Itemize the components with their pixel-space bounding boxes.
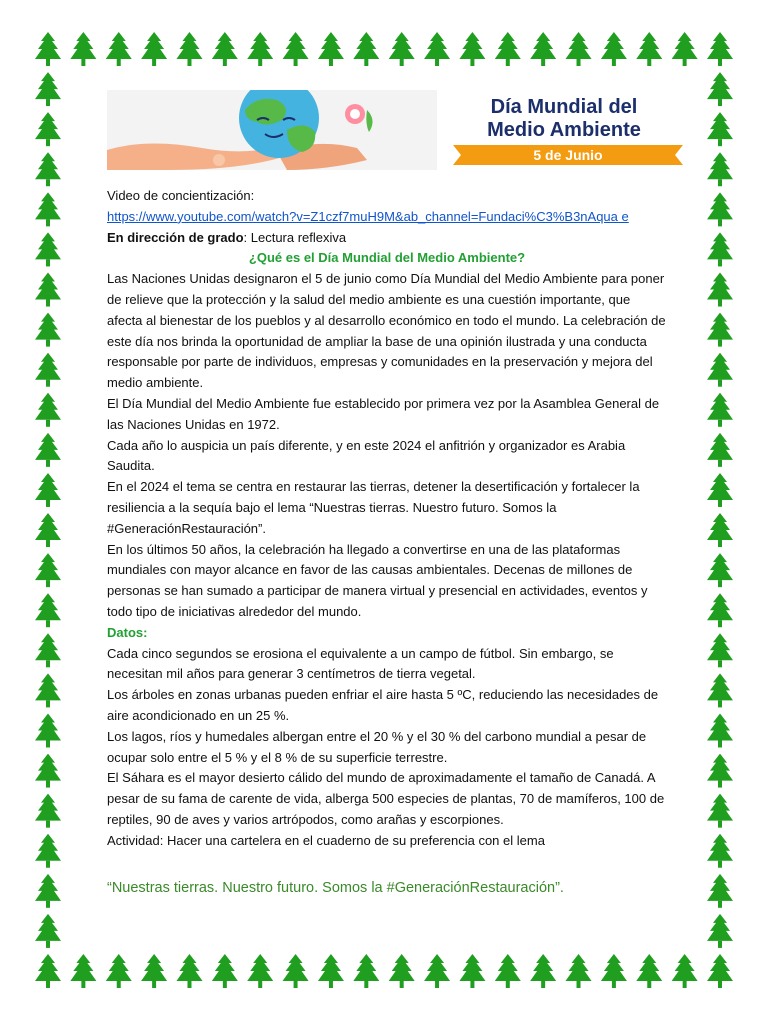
dato-item: Cada cinco segundos se erosiona el equivalente a un campo de fútbol. Sin embargo, se necesitan mil años para generar 3 centímetros de tierra vegetal. [107, 645, 614, 682]
tree-icon [566, 954, 592, 988]
tree-icon [141, 32, 167, 66]
tree-icon [707, 754, 733, 788]
tree-icon [35, 393, 61, 427]
tree-icon [424, 954, 450, 988]
tree-icon [212, 32, 238, 66]
direction-label: En dirección de grado [107, 229, 244, 245]
tree-icon [389, 32, 415, 66]
tree-icon [566, 32, 592, 66]
video-label: Video de concientización: [107, 188, 255, 203]
tree-icon [141, 954, 167, 988]
tree-icon [35, 152, 61, 186]
tree-icon [35, 593, 61, 627]
tree-icon [707, 914, 733, 948]
datos-label: Datos: [107, 624, 148, 640]
tree-icon [247, 32, 273, 66]
tree-icon [707, 954, 733, 988]
tree-icon [35, 754, 61, 788]
tree-icon [35, 834, 61, 868]
tree-icon [707, 72, 733, 106]
paragraph: Cada año lo auspicia un país diferente, y en este 2024 el anfitrión y organizador es Arabia Saudita. [107, 437, 626, 474]
tree-icon [35, 553, 61, 587]
tree-icon [70, 32, 96, 66]
tree-icon [35, 353, 61, 387]
tree-icon [707, 32, 733, 66]
banner-title: Día Mundial del Medio Ambiente [487, 96, 641, 141]
tree-icon [35, 433, 61, 467]
tree-icon [707, 834, 733, 868]
document-body [107, 186, 667, 852]
tree-icon [636, 32, 662, 66]
tree-icon [707, 713, 733, 747]
tree-icon [530, 32, 556, 66]
tree-icon [176, 32, 202, 66]
dato-item: El Sáhara es el mayor desierto cálido del mundo de aproximadamente el tamaño de Canadá. A pesar de su fama de carente de vida, alberga 500 especies de plantas, 70 de mamíferos, 100 de reptiles, 90 de aves y varios artrópodos, como arañas y escorpiones. [107, 770, 665, 827]
tree-icon [601, 32, 627, 66]
tree-icon [707, 433, 733, 467]
motto-text: “Nuestras tierras. Nuestro futuro. Somos la #GeneraciónRestauración”. [107, 880, 564, 896]
tree-icon [283, 32, 309, 66]
dato-item: Los árboles en zonas urbanas pueden enfriar el aire hasta 5 ºC, reduciendo las necesidades de aire acondicionado en un 25 %. [107, 687, 659, 723]
tree-icon [35, 954, 61, 988]
tree-icon [530, 954, 556, 988]
paragraph: El Día Mundial del Medio Ambiente fue establecido por primera vez por la Asamblea General de las Naciones Unidas en 1972. [107, 395, 660, 432]
tree-icon [35, 72, 61, 106]
tree-icon [636, 954, 662, 988]
activity-line: Actividad: Hacer una cartelera en el cuaderno de su preferencia con el lema [107, 832, 545, 848]
banner-image [107, 90, 700, 170]
tree-icon [672, 32, 698, 66]
tree-icon [35, 112, 61, 146]
video-link[interactable]: https://www.youtube.com/watch?v=Z1czf7muH9M&ab_channel=Fundaci%C3%B3nAqua e [107, 208, 629, 224]
direction-line [107, 228, 667, 249]
dato-item: Los lagos, ríos y humedales albergan entre el 20 % y el 30 % del carbono mundial a pesar de ocupar solo entre el 5 % y el 8 % de su superficie terrestre. [107, 728, 647, 765]
tree-icon [707, 232, 733, 266]
tree-icon [707, 593, 733, 627]
tree-icon [353, 954, 379, 988]
tree-icon [247, 954, 273, 988]
tree-icon [35, 633, 61, 667]
tree-icon [70, 954, 96, 988]
tree-icon [495, 954, 521, 988]
tree-icon [35, 313, 61, 347]
tree-icon [707, 353, 733, 387]
tree-icon [707, 152, 733, 186]
tree-icon [35, 513, 61, 547]
tree-icon [707, 192, 733, 226]
tree-icon [707, 473, 733, 507]
banner-date: 5 de Junio [533, 147, 603, 163]
tree-icon [35, 874, 61, 908]
tree-icon [495, 32, 521, 66]
tree-icon [707, 633, 733, 667]
tree-icon [353, 32, 379, 66]
tree-icon [35, 713, 61, 747]
tree-icon [283, 954, 309, 988]
tree-icon [672, 954, 698, 988]
tree-icon [459, 954, 485, 988]
tree-icon [707, 313, 733, 347]
tree-icon [35, 192, 61, 226]
tree-icon [318, 954, 344, 988]
tree-icon [707, 794, 733, 828]
earth-hands-illustration [107, 90, 437, 170]
section-heading: ¿Qué es el Día Mundial del Medio Ambiente? [248, 250, 526, 266]
direction-value: : Lectura reflexiva [243, 229, 347, 245]
tree-icon [707, 393, 733, 427]
tree-icon [707, 513, 733, 547]
tree-icon [106, 32, 132, 66]
paragraph: En los últimos 50 años, la celebración ha llegado a convertirse en una de las plataformas mundiales con mayor alcance en favor de las causas ambientales. Decenas de millones de personas se han sumado a participar de manera virtual y presencial en actividades, eventos y todo tipo de iniciativas alrededor del mundo. [107, 541, 648, 619]
tree-icon [424, 32, 450, 66]
tree-icon [106, 954, 132, 988]
paragraph: Las Naciones Unidas designaron el 5 de junio como Día Mundial del Medio Ambiente para poner de relieve que la protección y la salud del medio ambiente es una cuestión importante, que afecta al bienestar de los pueblos y al desarrollo económico en todo el mundo. La celebración de este día nos brinda la oportunidad de ampliar la base de una opinión ilustrada y una conducta responsable por parte de individuos, empresas y comunidades en la preservación y mejora del medio ambiente. [107, 271, 666, 391]
tree-icon [601, 954, 627, 988]
tree-icon [212, 954, 238, 988]
tree-icon [35, 232, 61, 266]
tree-icon [707, 112, 733, 146]
tree-icon [35, 794, 61, 828]
tree-icon [35, 673, 61, 707]
tree-icon [35, 473, 61, 507]
paragraph: En el 2024 el tema se centra en restaurar las tierras, detener la desertificación y fortalecer la resiliencia a la sequía bajo el lema “Nuestras tierras. Nuestro futuro. Somos la #GeneraciónRestauración”. [107, 479, 640, 536]
tree-icon [707, 273, 733, 307]
tree-icon [176, 954, 202, 988]
tree-icon [35, 273, 61, 307]
tree-icon [318, 32, 344, 66]
tree-icon [35, 32, 61, 66]
tree-icon [707, 673, 733, 707]
tree-icon [459, 32, 485, 66]
tree-icon [707, 553, 733, 587]
tree-icon [35, 914, 61, 948]
tree-icon [389, 954, 415, 988]
tree-icon [707, 874, 733, 908]
